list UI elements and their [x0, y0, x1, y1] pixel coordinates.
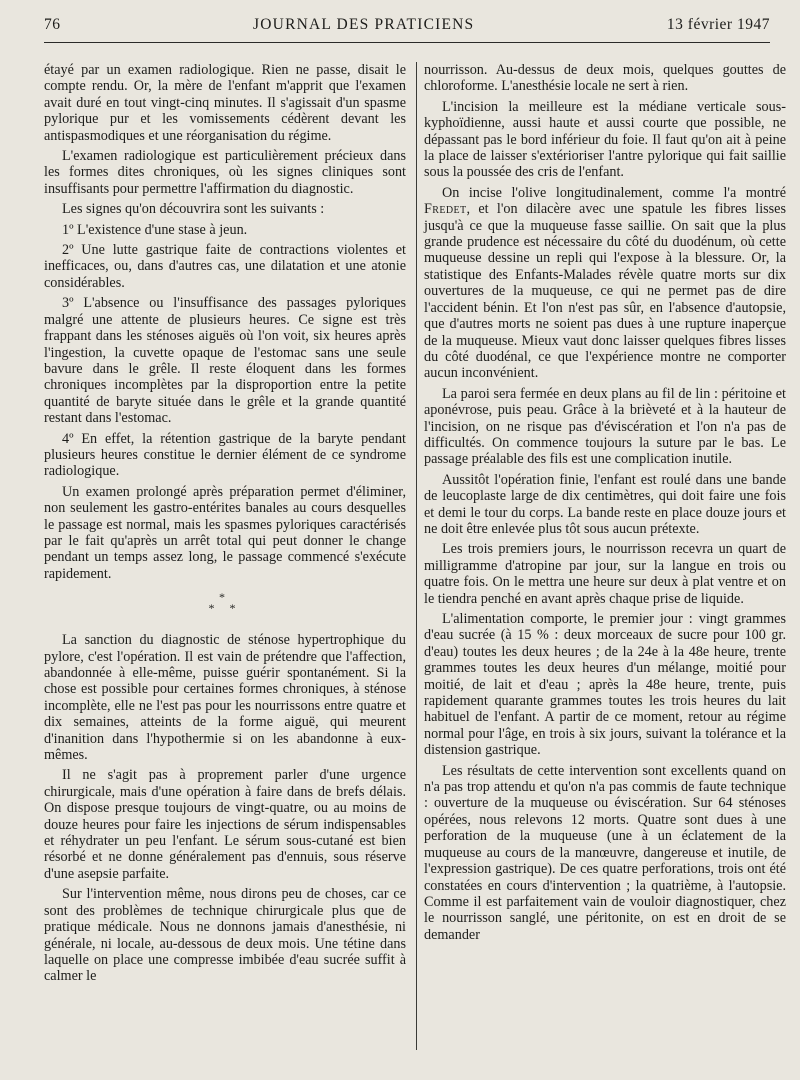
paragraph: L'alimentation comporte, le premier jour : vingt grammes d'eau sucrée (à 15 % : deux morceaux de sucre pour 100 gr. d'eau) toutes les deux heures ; de la 24e à la 48e heure, trente grammes toutes les deux heures d'un mélange, moitié pour moitié, de lait et d'eau ; après la 48e heure, trente, puis rapidement quarante grammes toutes les trois heures du lait habituel de l'enfant. A partir de ce moment, retour au régime normal pour l'âge, en trois à six jours, suivant la tolérance et la distension gastrique.	[424, 611, 786, 759]
left-column	[44, 62, 406, 989]
author-name: Fredet	[424, 201, 467, 218]
text-run: On incise l'olive longitudinalement, comme l'a montré	[442, 184, 786, 201]
column-divider	[416, 62, 417, 1050]
paragraph: nourrisson. Au-dessus de deux mois, quelques gouttes de chloroforme. L'anesthésie locale ne sert à rien.	[424, 62, 786, 95]
paragraph: Un examen prolongé après préparation permet d'éliminer, non seulement les gastro-entérites banales au cours desquelles le passage est normal, mais les spasmes pyloriques caractérisés par le fait qu'après un arrêt total qui peut donner le change pendant un temps assez long, le passage commencé s'exécute rapidement.	[44, 483, 406, 582]
section-asterism	[44, 592, 406, 614]
header-rule	[44, 42, 770, 43]
list-item: 4º En effet, la rétention gastrique de la baryte pendant plusieurs heures constitue le dernier élément de ce syndrome radiologique.	[44, 430, 406, 480]
paragraph: Aussitôt l'opération finie, l'enfant est roulé dans une bande de leucoplaste large de dix centimètres, qui doit faire une fois et demi le tour du corps. La bande reste en place douze jours et ne doit être enlevée plus tôt sous aucun prétexte.	[424, 471, 786, 537]
list-item: 1º L'existence d'une stase à jeun.	[62, 221, 248, 238]
running-header	[44, 16, 770, 40]
paragraph	[424, 185, 786, 382]
text-run: , et l'on dilacère avec une spatule les fibres lisses jusqu'à ce que la muqueuse fasse saillie. On sait que la plus grande prudence est nécessaire du côté du duodénum, où cette muqueuse dessine un repli qui l'expose à la blessure. Or, la statistique des Enfants-Malades révèle quatre morts sur dix ouvertures de la muqueuse, ce qui ne permet pas de dire l'accident bénin. Et l'on n'est pas sûr, en l'absence d'autopsie, que d'autres morts ne soient pas dues à une rupture inaperçue de la muqueuse. Mieux vaut donc laisser quelques fibres lisses du côté duodénal, ce que l'expérience montre ne comporter aucun inconvénient.	[424, 201, 786, 382]
journal-title: JOURNAL DES PRATICIENS	[253, 16, 475, 33]
paragraph: Les trois premiers jours, le nourrisson recevra un quart de milligramme d'atropine par jour, sur la langue en trois ou quatre fois. On le mettra une heure sur deux à plat ventre et on le tiendra penché en avant après chaque prise de liquide.	[424, 541, 786, 607]
asterism-bottom: * *	[208, 601, 242, 616]
paragraph: L'examen radiologique est particulièrement précieux dans les formes dites chroniques, où les signes cliniques sont insuffisants pour permettre l'affirmation du diagnostic.	[44, 148, 406, 197]
paragraph: Il ne s'agit pas à proprement parler d'une urgence chirurgicale, mais d'une opération à faire dans de brefs délais. On dispose presque toujours de vingt-quatre, ou au moins de douze heures pour faire les injections de sérum indispensables et réhydrater un peu l'enfant. Le sérum sous-cutané est bien résorbé et ne donne généralement pas d'ennuis, sous réserve d'une asepsie parfaite.	[44, 767, 406, 882]
page-number: 76	[44, 16, 61, 33]
paragraph: L'incision la meilleure est la médiane verticale sous-kyphoïdienne, aussi haute et aussi courte que possible, ne dépassant pas le bord inférieur du foie. Il faut qu'on ait à peine la place de laisser s'extérioriser l'antre pylorique qui fait saillie sous la poussée des cris de l'enfant.	[424, 98, 786, 181]
paragraph: La paroi sera fermée en deux plans au fil de lin : péritoine et aponévrose, puis peau. Grâce à la brièveté et à la hauteur de l'incision, on ne risque pas d'éviscération et l'on n'a pas de difficultés. On commence toujours la suture par le bas. Le passage préalable des fils est une complication inutile.	[424, 385, 786, 468]
paragraph: La sanction du diagnostic de sténose hypertrophique du pylore, c'est l'opération. Il est vain de prétendre que l'affection, abandonnée à elle-même, puisse guérir spontanément. Si la chose est possible pour certaines formes chroniques, à sténose incomplète, elle ne l'est pas pour les nourrissons entre quatre et dix semaines, atteints de la forme aiguë, qui meurent d'inanition dans l'hypothermie si on les abandonne à eux-mêmes.	[44, 632, 406, 764]
asterism-top: *	[219, 590, 231, 605]
right-column	[424, 62, 786, 947]
paragraph: Les signes qu'on découvrira sont les suivants :	[62, 201, 325, 218]
paragraph: Sur l'intervention même, nous dirons peu de choses, car ce sont des problèmes de technique chirurgicale plus que de pratique médicale. Nous ne donnons jamais d'anesthésie, ni générale, ni locale, au-dessous de deux mois. Une tétine dans laquelle on place une compresse imbibée d'eau sucrée suffit à calmer le	[44, 886, 406, 985]
list-item: 2º Une lutte gastrique faite de contractions violentes et inefficaces, ou, dans d'autres cas, une dilatation et une atonie considérables.	[44, 242, 406, 291]
issue-date: 13 février 1947	[666, 16, 770, 33]
paragraph: Les résultats de cette intervention sont excellents quand on n'a pas trop attendu et qu'on n'a pas commis de faute technique : ouverture de la muqueuse ou éviscération. Sur 64 sténoses opérées, nous relevons 12 morts. Quatre sont dues à une perforation de la muqueuse (une à un éclatement de la muqueuse au cours de la manœuvre, dangereuse et inutile, de l'expression gastrique). De ces quatre perforations, trois ont été constatées en cours d'intervention ; la quatrième, à l'autopsie. Comme il est parfaitement vain de vouloir diagnostiquer, chez le nourrisson sanglé, une péritonite, on est en droit de se demander	[424, 762, 786, 943]
paragraph: étayé par un examen radiologique. Rien ne passe, disait le compte rendu. Or, la mère de l'enfant m'apprit que l'examen avait duré en tout vingt-cinq minutes. Il s'agissait d'un spasme pylorique pur et les vomissements cédèrent devant les antispasmodiques et une réorganisation du régime.	[44, 62, 406, 144]
list-item: 3º L'absence ou l'insuffisance des passages pyloriques malgré une attente de plusieurs heures. Ce signe est très frappant dans les sténoses aiguës où l'on voit, six heures après l'ingestion, la cuvette opaque de l'estomac sans une seule bavure dans le grêle. Il reste éloquent dans les formes chroniques incomplètes par la disproportion entre la petite quantité de baryte située dans le grêle et la grande quantité restant dans l'estomac.	[44, 295, 406, 427]
